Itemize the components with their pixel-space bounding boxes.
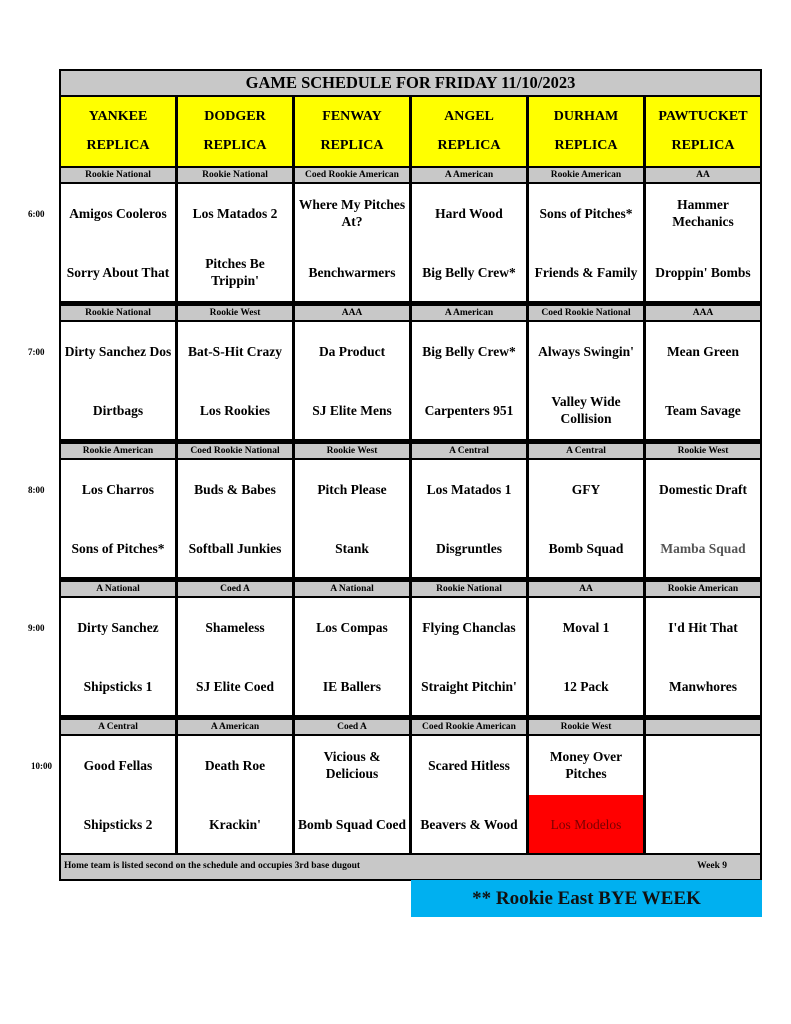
away-team: Vicious & Delicious (323, 749, 381, 781)
division-label: A Central (61, 720, 175, 734)
game-cell (412, 460, 526, 577)
time-slot-label: 6:00 (28, 209, 45, 219)
field-header (295, 97, 409, 166)
away-team: Los Matados 2 (192, 205, 278, 221)
away-team: GFY (571, 481, 601, 497)
away-team: Where My Pitches At? (298, 197, 406, 229)
field-type: REPLICA (203, 138, 267, 154)
division-label: Rookie American (529, 168, 643, 182)
game-cell (412, 598, 526, 715)
field-type: REPLICA (437, 138, 501, 154)
field-header (61, 97, 175, 166)
away-team: Money Over Pitches (549, 749, 623, 781)
home-team: Los Modelos (529, 795, 643, 853)
game-cell (178, 460, 292, 577)
away-team: Moval 1 (562, 619, 610, 635)
time-slot-label: 9:00 (28, 623, 45, 633)
division-label: A National (295, 582, 409, 596)
division-label: Rookie National (61, 168, 175, 182)
game-cell (61, 736, 175, 853)
division-label: Rookie West (295, 444, 409, 458)
game-cell (61, 322, 175, 439)
game-cell (529, 736, 643, 853)
game-cell (61, 460, 175, 577)
field-name: DURHAM (553, 108, 619, 124)
division-label: A Central (529, 444, 643, 458)
division-label: AA (529, 582, 643, 596)
away-team: Sons of Pitches* (539, 205, 633, 221)
away-team: Scared Hitless (428, 757, 510, 773)
home-team: Team Savage (665, 402, 741, 418)
away-team: Dirty Sanchez Dos (64, 343, 172, 359)
bye-week-banner: ** Rookie East BYE WEEK (411, 880, 762, 917)
division-label: A American (178, 720, 292, 734)
away-team: I'd Hit That (668, 619, 738, 635)
game-cell (295, 598, 409, 715)
field-type: REPLICA (554, 138, 618, 154)
game-cell (178, 322, 292, 439)
game-cell (412, 184, 526, 301)
home-team: Los Rookies (199, 402, 271, 418)
home-team: IE Ballers (322, 678, 382, 694)
field-header (529, 97, 643, 166)
away-team: Domestic Draft (658, 481, 748, 497)
field-name: DODGER (204, 108, 266, 124)
away-team: Los Matados 1 (426, 481, 512, 497)
division-label: Rookie West (178, 306, 292, 320)
field-name: YANKEE (88, 108, 148, 124)
away-team: Dirty Sanchez (77, 619, 159, 635)
division-label: A Central (412, 444, 526, 458)
division-label: Rookie West (646, 444, 760, 458)
game-cell (529, 598, 643, 715)
home-team: Shipsticks 2 (83, 816, 153, 832)
away-team: Da Product (318, 343, 386, 359)
home-team: Mamba Squad (660, 540, 746, 556)
division-label: Rookie West (529, 720, 643, 734)
away-team: Shameless (205, 619, 265, 635)
game-cell (412, 736, 526, 853)
division-label: A American (412, 168, 526, 182)
home-team: 12 Pack (563, 678, 609, 694)
division-label: Coed Rookie National (178, 444, 292, 458)
field-header (178, 97, 292, 166)
away-team: Pitch Please (317, 481, 387, 497)
division-label: Rookie National (178, 168, 292, 182)
home-team: Valley Wide Collision (551, 394, 621, 426)
division-label: Coed Rookie American (295, 168, 409, 182)
schedule-table (59, 69, 762, 881)
division-label: Coed A (295, 720, 409, 734)
division-label: Coed A (178, 582, 292, 596)
division-label: Rookie American (646, 582, 760, 596)
schedule-footer (61, 855, 760, 879)
home-team: Manwhores (668, 678, 737, 694)
away-team: Bat-S-Hit Crazy (187, 343, 283, 359)
week-label: Week 9 (697, 861, 727, 871)
home-team: Stank (335, 540, 369, 556)
away-team: Amigos Cooleros (69, 205, 167, 221)
home-team-note: Home team is listed second on the schedule and occupies 3rd base dugout (64, 861, 361, 871)
away-team: Hard Wood (435, 205, 503, 221)
away-team: Big Belly Crew* (422, 343, 516, 359)
division-label: A National (61, 582, 175, 596)
game-cell (646, 184, 760, 301)
division-label: AA (646, 168, 760, 182)
away-team: Los Compas (316, 619, 388, 635)
game-cell (646, 322, 760, 439)
division-label: Coed Rookie National (529, 306, 643, 320)
game-cell (295, 736, 409, 853)
division-label: AAA (295, 306, 409, 320)
game-cell (412, 322, 526, 439)
game-cell (295, 184, 409, 301)
division-label: Rookie National (61, 306, 175, 320)
field-name: PAWTUCKET (658, 108, 748, 124)
field-name: FENWAY (322, 108, 382, 124)
home-team: Dirtbags (92, 402, 144, 418)
time-slot-label: 10:00 (31, 761, 52, 771)
away-team (646, 736, 760, 794)
away-team: Mean Green (666, 343, 740, 359)
division-label: Rookie American (61, 444, 175, 458)
home-team: Softball Junkies (188, 540, 282, 556)
home-team: Krackin' (209, 816, 261, 832)
home-team: Carpenters 951 (424, 402, 514, 418)
home-team: Sorry About That (66, 264, 170, 280)
field-type: REPLICA (671, 138, 735, 154)
home-team: Friends & Family (534, 264, 638, 280)
away-team: Los Charros (81, 481, 155, 497)
home-team: SJ Elite Mens (312, 402, 392, 418)
game-cell (61, 598, 175, 715)
home-team: Pitches Be Trippin' (205, 256, 265, 288)
game-cell (646, 460, 760, 577)
game-cell (61, 184, 175, 301)
division-label (646, 720, 760, 734)
away-team: Hammer Mechanics (672, 197, 734, 229)
home-team: Sons of Pitches* (71, 540, 165, 556)
home-team: Droppin' Bombs (655, 264, 751, 280)
game-cell (646, 598, 760, 715)
game-cell (178, 184, 292, 301)
game-cell (178, 598, 292, 715)
home-team: Big Belly Crew* (422, 264, 516, 280)
field-type: REPLICA (320, 138, 384, 154)
home-team: Benchwarmers (308, 264, 396, 280)
game-cell (178, 736, 292, 853)
schedule-title: GAME SCHEDULE FOR FRIDAY 11/10/2023 (61, 71, 760, 95)
away-team: Death Roe (204, 757, 266, 773)
home-team: Shipsticks 1 (83, 678, 153, 694)
division-label: AAA (646, 306, 760, 320)
home-team: Straight Pitchin' (421, 678, 517, 694)
home-team: Bomb Squad (548, 540, 624, 556)
home-team (646, 795, 760, 853)
away-team: Good Fellas (83, 757, 153, 773)
time-slot-label: 7:00 (28, 347, 45, 357)
away-team: Always Swingin' (538, 343, 634, 359)
division-label: A American (412, 306, 526, 320)
field-name: ANGEL (444, 108, 494, 124)
time-slot-label: 8:00 (28, 485, 45, 495)
division-label: Rookie National (412, 582, 526, 596)
game-cell (529, 460, 643, 577)
game-cell (529, 322, 643, 439)
game-cell (529, 184, 643, 301)
field-header (412, 97, 526, 166)
home-team: Beavers & Wood (420, 816, 518, 832)
away-team: Flying Chanclas (422, 619, 516, 635)
field-header (646, 97, 760, 166)
game-cell (646, 736, 760, 853)
field-type: REPLICA (86, 138, 150, 154)
game-cell (295, 460, 409, 577)
home-team: Bomb Squad Coed (297, 816, 407, 832)
away-team: Buds & Babes (194, 481, 276, 497)
division-label: Coed Rookie American (412, 720, 526, 734)
home-team: SJ Elite Coed (195, 678, 274, 694)
home-team: Disgruntles (435, 540, 502, 556)
game-cell (295, 322, 409, 439)
